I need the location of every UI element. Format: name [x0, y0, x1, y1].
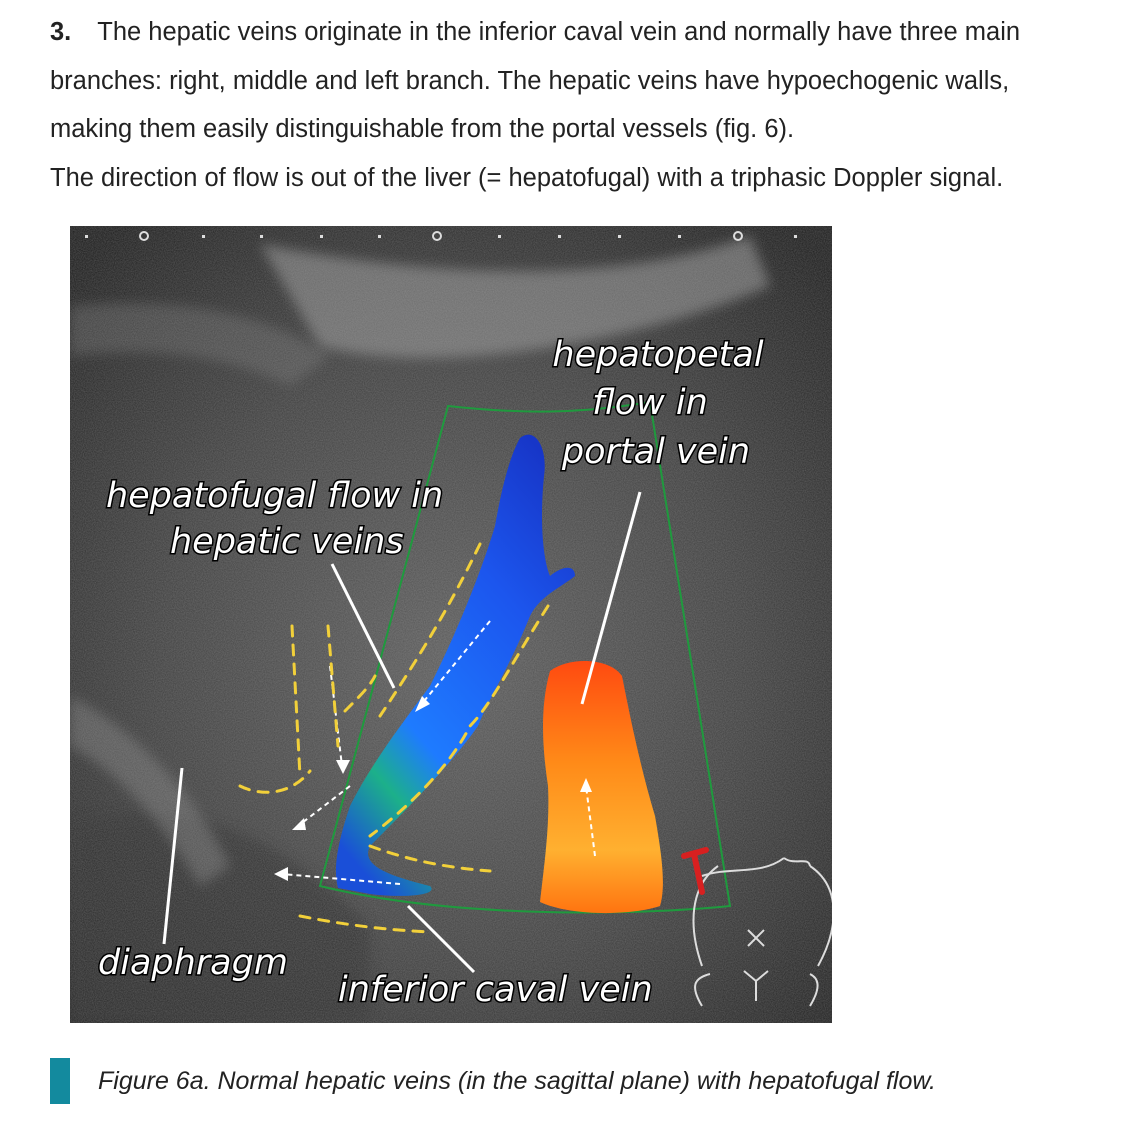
- paragraph-line-4: The direction of flow is out of the liver (= hepatofugal) with a triphasic Doppler signal.: [50, 163, 1004, 192]
- portal-label-line-1: hepatopetal: [552, 335, 764, 375]
- hepatic-label-line-1: hepatofugal flow in: [106, 476, 444, 516]
- caption-text: Figure 6a. Normal hepatic veins (in the sagittal plane) with hepatofugal flow.: [98, 1066, 936, 1095]
- paragraph-line-1: [50, 8, 1130, 57]
- paragraph-line-1-text: The hepatic veins originate in the inferior caval vein and normally have three main: [97, 18, 1021, 46]
- ivc-label: inferior caval vein: [338, 970, 653, 1010]
- ultrasound-figure: [70, 226, 832, 1023]
- figure-caption: [50, 1058, 936, 1104]
- portal-label-line-2: flow in: [592, 383, 708, 423]
- ultrasound-image: [70, 226, 832, 1023]
- paragraph-line-2: branches: right, middle and left branch. The hepatic veins have hypoechogenic walls,: [50, 66, 1010, 95]
- paragraph-number: 3.: [50, 18, 72, 46]
- hepatic-label-line-2: hepatic veins: [170, 522, 404, 562]
- intro-paragraph: [50, 8, 1130, 202]
- portal-label-line-3: portal vein: [561, 432, 751, 472]
- caption-accent-bar: [50, 1058, 70, 1104]
- diaphragm-label: diaphragm: [98, 943, 288, 983]
- paragraph-line-3: making them easily distinguishable from the portal vessels (fig. 6).: [50, 115, 795, 143]
